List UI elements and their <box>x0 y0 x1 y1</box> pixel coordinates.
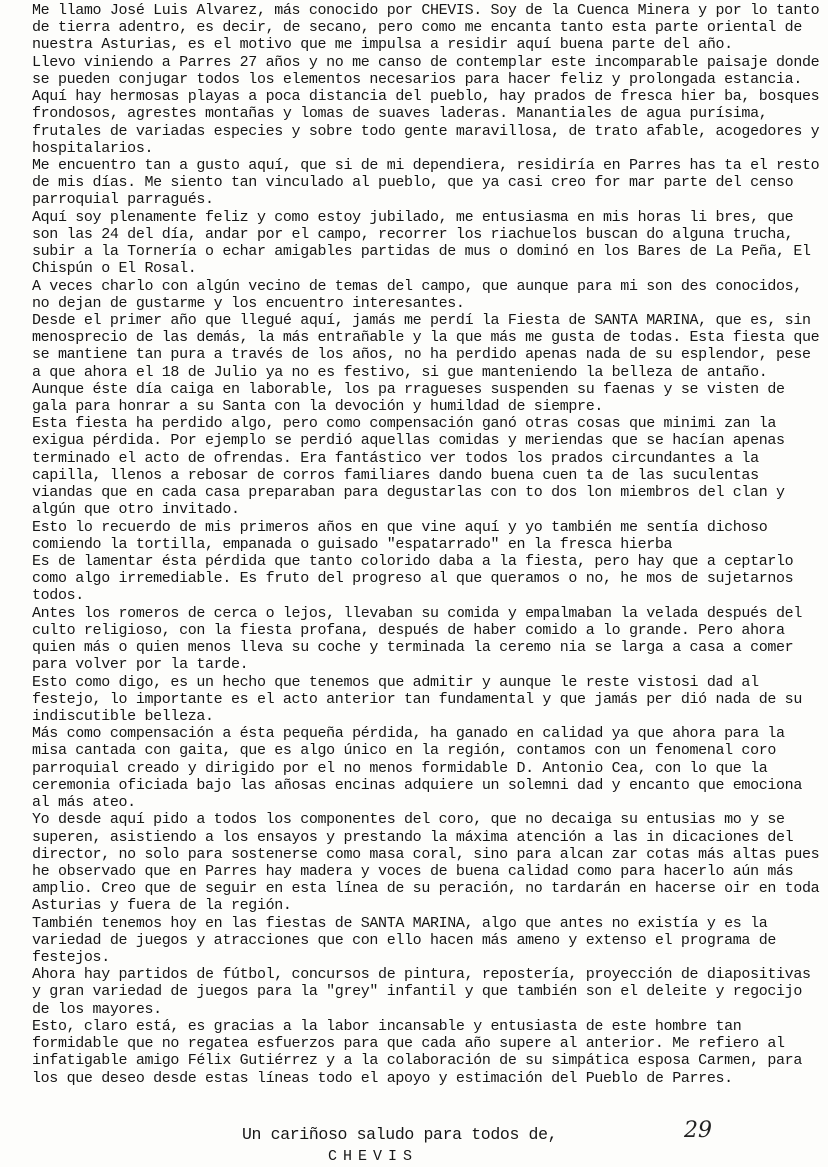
paragraph: Ahora hay partidos de fútbol, concursos de pintura, repostería, proyección de diapositivas y gran variedad de juegos para la "grey" infantil y que también son el deleite y regocijo de los mayores. <box>32 966 820 1018</box>
paragraph: Esto lo recuerdo de mis primeros años en que vine aquí y yo también me sentía dichoso comiendo la tortilla, empanada o guisado "espatarrado" en la fresca hierba <box>32 518 777 553</box>
paragraph: Esta fiesta ha perdido algo, pero como compensación ganó otras cosas que minimi zan la exigua pérdida. Por ejemplo se perdió aquellas comidas y meriendas que se hacían apenas terminado el acto de ofrendas. Era fantástico ver todos los prados circundantes a la capilla, llenos a rebosar de corros familiares dando buena cuen ta de las suculentas viandas que en cada casa preparaban para degustarlas con to dos lon miembros del clan y algún que otro invitado. <box>32 415 794 519</box>
paragraph: Esto, claro está, es gracias a la labor incansable y entusiasta de este hombre tan formidable que no regatea esfuerzos para que cada año supere al anterior. Me refiero al infatigable amigo Félix Gutiérrez y a la colaboración de su simpática esposa Carmen, para los que deseo desde estas líneas todo el apoyo y estimación del Pueblo de Parres. <box>32 1017 811 1087</box>
paragraph: Yo desde aquí pido a todos los componentes del coro, que no decaiga su entusias mo y se superen, asistiendo a los ensayos y prestando la máxima atención a las in dicaciones del director, no solo para sostenerse como masa coral, sino para alcan zar cotas más altas pues he observado que en Parres hay madera y voces de buena calidad como para hacerlo aún más amplio. Creo que de seguir en esta línea de su peración, no tardarán en hacerse oir en toda Asturias y fuera de la región. <box>32 811 828 915</box>
paragraph: Más como compensación a ésta pequeña pérdida, ha ganado en calidad ya que ahora para la misa cantada con gaita, que es algo único en la región, contamos con un fenomenal coro parroquial creado y dirigido por el no menos formidable D. Antonio Cea, con lo que la ceremonia oficiada bajo las añosas encinas adquiere un solemni dad y encanto que emociona al más ateo. <box>32 725 811 812</box>
paragraph: Llevo viniendo a Parres 27 años y no me canso de contemplar este incomparable paisaje donde se pueden conjugar todos los elementos necesarios para hacer feliz y prolongada estancia. <box>32 53 828 88</box>
letter-body <box>6 2 828 1087</box>
paragraph: Aquí soy plenamente feliz y como estoy jubilado, me entusiasma en mis horas li bres, que son las 24 del día, andar por el campo, recorrer los riachuelos buscan do alguna trucha, subir a la Tornería o echar amigables partidas de mus o dominó en los Bares de La Peña, El Chispún o El Rosal. <box>32 208 820 278</box>
paragraph: Desde el primer año que llegué aquí, jamás me perdí la Fiesta de SANTA MARINA, que es, sin menosprecio de las demás, la más entrañable y la que más me gusta de todas. Esta fiesta que se mantiene tan pura a través de los años, no ha perdido apenas nada de su esplendor, pese a que ahora el 18 de Julio ya no es festivo, si gue manteniendo la belleza de antaño. Aunque éste día caiga en laborable, los pa rragueses suspenden su faenas y se visten de gala para honrar a su Santa con la devoción y humildad de siempre. <box>32 311 828 416</box>
paragraph: También tenemos hoy en las fiestas de SANTA MARINA, algo que antes no existía y es la variedad de juegos y atracciones que con ello hacen más ameno y extenso el programa de festejos. <box>32 914 785 967</box>
closing-line: Un cariñoso saludo para todos de, <box>242 1125 558 1144</box>
paragraph: Antes los romeros de cerca o lejos, llevaban su comida y empalmaban la velada después del culto religioso, con la fiesta profana, después de haber comido a lo grande. Pero ahora quien más o quien menos lleva su coche y terminada la ceremo nia se larga a casa a comer para volver por la tarde. <box>32 604 811 674</box>
page-number: 29 <box>684 1118 712 1143</box>
paragraph: Me encuentro tan a gusto aquí, que si de mi dependiera, residiría en Parres has ta el resto de mis días. Me siento tan vinculado al pueblo, que ya casi creo for mar parte del censo parroquial parragués. <box>32 156 828 209</box>
signature: CHEVIS <box>328 1148 419 1165</box>
paragraph: Aquí hay hermosas playas a poca distancia del pueblo, hay prados de fresca hier ba, bosques frondosos, agrestes montañas y lomas de suaves laderas. Manantiales de agua purísima, frutales de variadas especies y sobre todo gente maravillosa, de trato afable, acogedores y hospitalarios. <box>32 88 828 157</box>
paragraph: Esto como digo, es un hecho que tenemos que admitir y aunque le reste vistosi dad al festejo, lo importante es el acto anterior tan fundamental y que jamás per dió nada de su indiscutible belleza. <box>32 673 811 725</box>
paragraph: A veces charlo con algún vecino de temas del campo, que aunque para mi son des conocidos, no dejan de gustarme y los encuentro interesantes. <box>32 277 811 312</box>
paragraph: Es de lamentar ésta pérdida que tanto colorido daba a la fiesta, pero hay que a ceptarlo como algo irremediable. Es fruto del progreso al que queramos o no, he mos de sujetarnos todos. <box>32 553 802 605</box>
paragraph: Me llamo José Luis Alvarez, más conocido por CHEVIS. Soy de la Cuenca Minera y por lo tanto de tierra adentro, es decir, de secano, pero como me encanta tanto esta parte oriental de nuestra Asturias, es el motivo que me impulsa a residir aquí buena parte del año. <box>32 2 828 54</box>
